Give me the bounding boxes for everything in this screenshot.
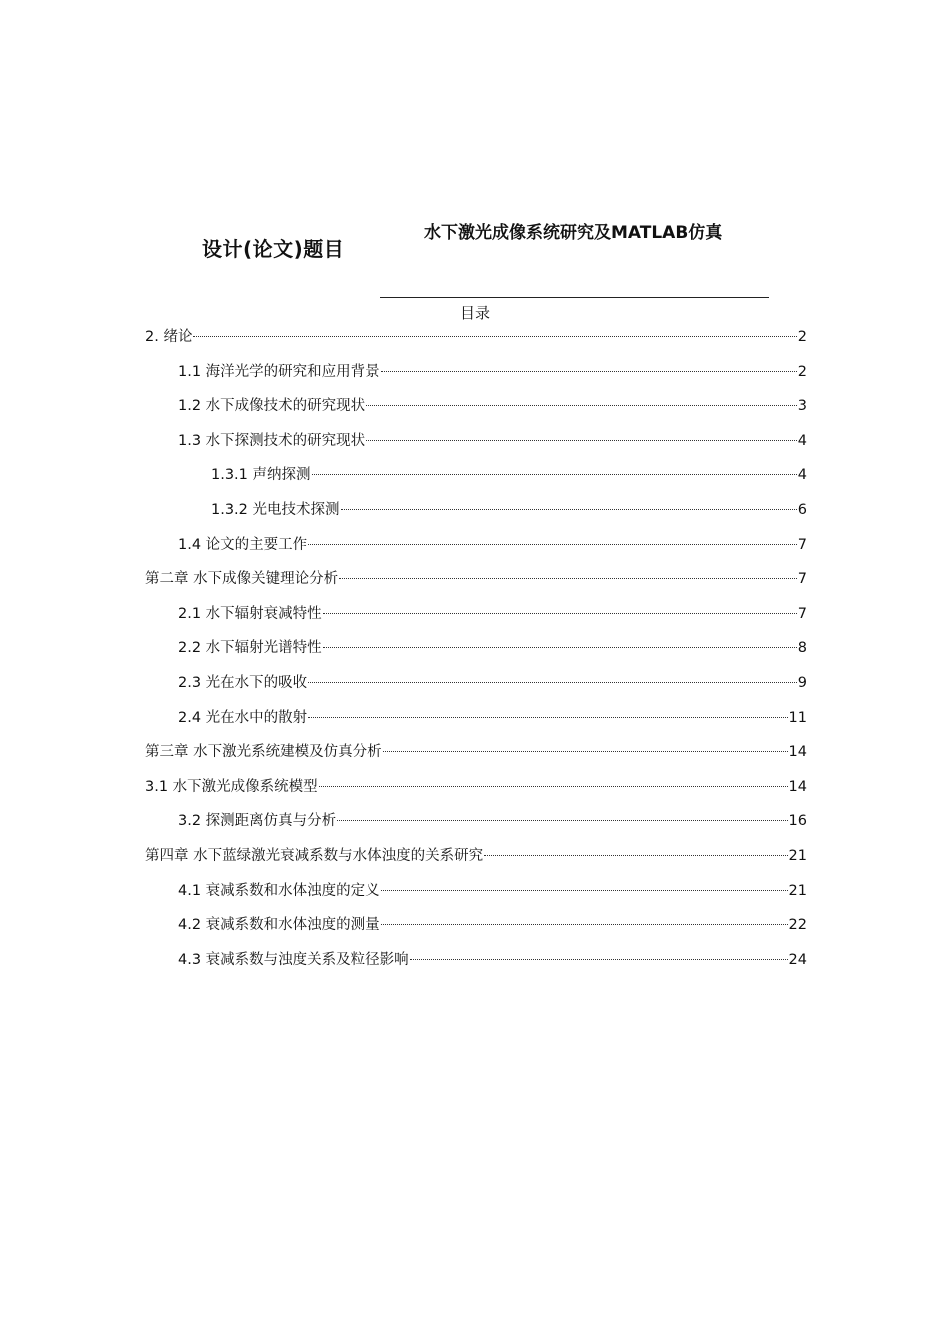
toc-entry-title: 1.3.2 光电技术探测: [211, 501, 340, 518]
toc-dot-leader: [337, 820, 787, 821]
toc-dot-leader: [381, 371, 797, 372]
toc-dot-leader: [366, 440, 797, 441]
toc-page-number: 24: [788, 951, 807, 968]
toc-dot-leader: [341, 509, 797, 510]
toc-entry-title: 1.3 水下探测技术的研究现状: [178, 432, 366, 449]
toc-dot-leader: [193, 336, 796, 337]
toc-entry[interactable]: [145, 431, 807, 466]
toc-page-number: 14: [788, 778, 807, 795]
title-underline: [380, 297, 769, 298]
toc-page-number: 3: [797, 398, 807, 415]
toc-entry-title: 1.1 海洋光学的研究和应用背景: [178, 363, 380, 380]
toc-entry-title: 2.3 光在水下的吸收: [178, 674, 308, 691]
toc-entry-title: 2.2 水下辐射光谱特性: [178, 640, 322, 657]
toc-entry-title: 第四章 水下蓝绿激光衰减系数与水体浊度的关系研究: [145, 847, 484, 864]
toc-page-number: 8: [797, 640, 807, 657]
toc-page-number: 4: [797, 467, 807, 484]
toc-dot-leader: [308, 544, 797, 545]
toc-entry[interactable]: [145, 535, 807, 570]
toc-page-number: 7: [797, 605, 807, 622]
toc-dot-leader: [308, 682, 797, 683]
toc-entry[interactable]: [145, 673, 807, 708]
toc-page-number: 14: [788, 744, 807, 761]
toc-page-number: 21: [788, 882, 807, 899]
toc-dot-leader: [339, 578, 797, 579]
toc-entry[interactable]: [145, 777, 807, 812]
toc-page-number: 7: [797, 536, 807, 553]
toc-entry[interactable]: [145, 950, 807, 985]
toc-entry[interactable]: [145, 811, 807, 846]
toc-entry[interactable]: [145, 638, 807, 673]
toc-entry[interactable]: [145, 708, 807, 743]
toc-page-number: 2: [797, 363, 807, 380]
toc-entry[interactable]: [145, 742, 807, 777]
toc-dot-leader: [308, 717, 787, 718]
toc-entry-title: 2.1 水下辐射衰减特性: [178, 605, 322, 622]
toc-page-number: 22: [788, 917, 807, 934]
toc-heading: 目录: [459, 304, 490, 322]
toc-dot-leader: [484, 855, 787, 856]
toc-page-number: 7: [797, 571, 807, 588]
toc-entry[interactable]: [145, 569, 807, 604]
toc-page-number: 6: [797, 501, 807, 518]
toc-page-number: 16: [788, 813, 807, 830]
toc-dot-leader: [312, 474, 797, 475]
toc-entry[interactable]: [145, 881, 807, 916]
toc-page-number: 4: [797, 432, 807, 449]
toc-entry-title: 第二章 水下成像关键理论分析: [145, 571, 339, 588]
toc-dot-leader: [410, 959, 788, 960]
toc-entry-title: 4.2 衰减系数和水体浊度的测量: [178, 917, 380, 934]
toc-entry-title: 2.4 光在水中的散射: [178, 709, 308, 726]
toc-entry[interactable]: [145, 362, 807, 397]
toc-dot-leader: [381, 890, 788, 891]
thesis-title: 水下激光成像系统研究及MATLAB仿真: [424, 223, 723, 243]
toc-page-number: 9: [797, 674, 807, 691]
toc-dot-leader: [381, 924, 788, 925]
toc-entry[interactable]: [145, 327, 807, 362]
table-of-contents: [145, 327, 807, 984]
toc-entry[interactable]: [145, 396, 807, 431]
toc-dot-leader: [323, 647, 797, 648]
toc-page-number: 21: [788, 847, 807, 864]
toc-dot-leader: [319, 786, 788, 787]
toc-entry[interactable]: [145, 500, 807, 535]
toc-entry[interactable]: [145, 604, 807, 639]
toc-entry-title: 第三章 水下激光系统建模及仿真分析: [145, 744, 382, 761]
toc-entry[interactable]: [145, 465, 807, 500]
toc-dot-leader: [383, 751, 788, 752]
toc-entry-title: 1.2 水下成像技术的研究现状: [178, 398, 366, 415]
toc-entry[interactable]: [145, 846, 807, 881]
toc-entry-title: 3.2 探测距离仿真与分析: [178, 813, 337, 830]
toc-entry-title: 2. 绪论: [145, 329, 193, 345]
toc-entry-title: 1.4 论文的主要工作: [178, 536, 308, 553]
thesis-title-label: 设计(论文)题目: [202, 237, 345, 261]
toc-page-number: 2: [797, 329, 807, 345]
toc-entry-title: 1.3.1 声纳探测: [211, 467, 311, 484]
toc-entry-title: 4.3 衰减系数与浊度关系及粒径影响: [178, 951, 409, 968]
toc-entry-title: 4.1 衰减系数和水体浊度的定义: [178, 882, 380, 899]
toc-dot-leader: [323, 613, 797, 614]
toc-entry[interactable]: [145, 915, 807, 950]
toc-page-number: 11: [788, 709, 807, 726]
toc-dot-leader: [366, 405, 797, 406]
toc-entry-title: 3.1 水下激光成像系统模型: [145, 778, 318, 795]
